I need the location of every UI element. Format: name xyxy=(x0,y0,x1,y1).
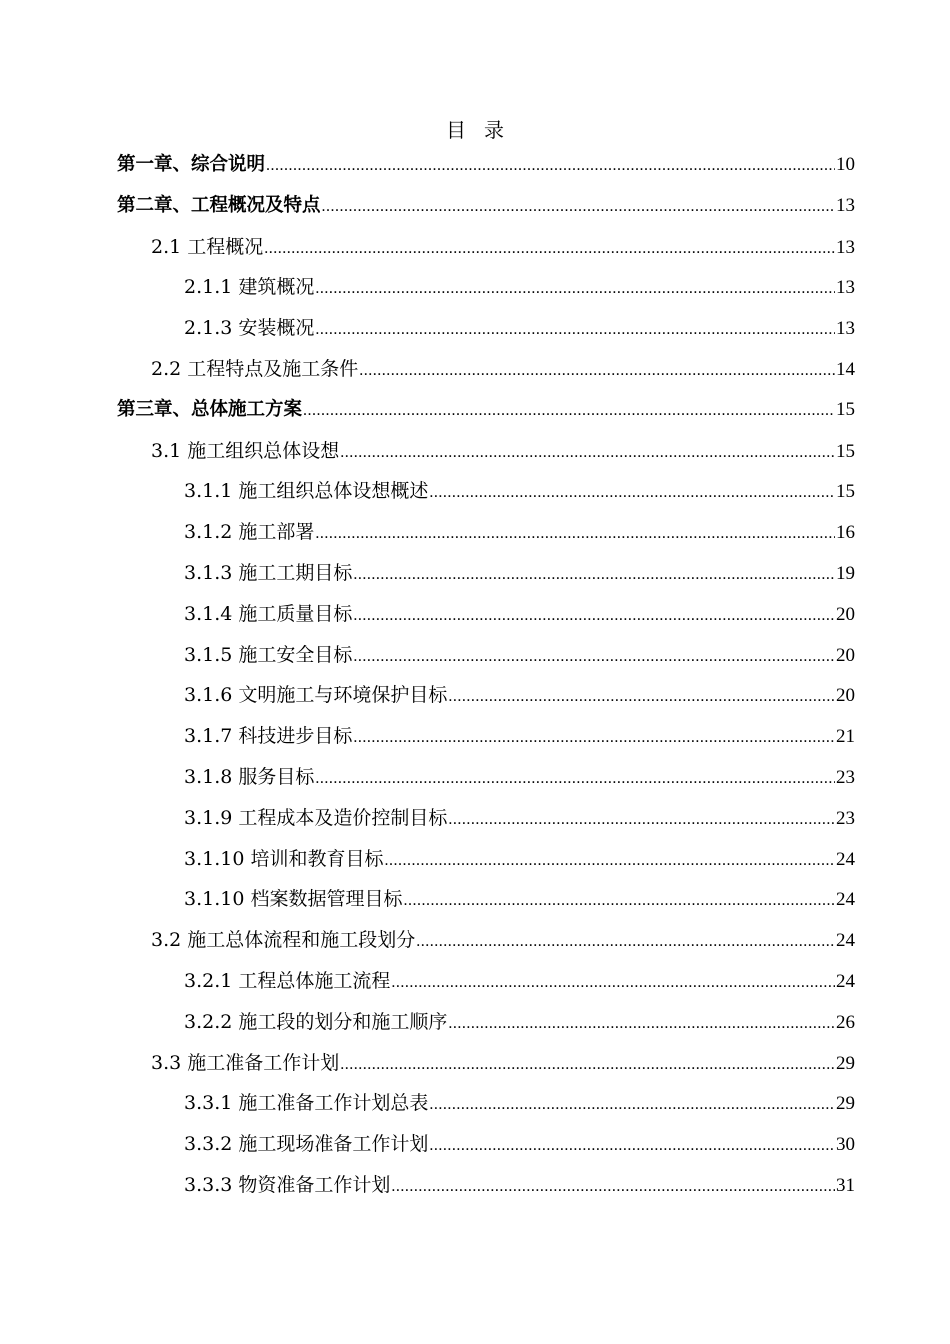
toc-entry-label: 3.2.1 工程总体施工流程 xyxy=(184,969,391,992)
toc-entry-page-number: 20 xyxy=(836,685,855,707)
toc-entry-label: 第一章、综合说明 xyxy=(117,154,266,175)
toc-dot-leader xyxy=(416,922,835,963)
toc-entry-page-number: 31 xyxy=(836,1174,855,1196)
toc-entry-label: 第三章、总体施工方案 xyxy=(117,398,303,420)
toc-dot-leader xyxy=(403,881,835,922)
toc-entry-label: 3.1.8 服务目标 xyxy=(184,765,315,788)
toc-entry[interactable] xyxy=(117,349,855,390)
toc-entry[interactable] xyxy=(117,390,855,431)
toc-entry-page-number: 30 xyxy=(836,1134,855,1156)
toc-entry-page-number: 15 xyxy=(836,481,855,503)
table-of-contents xyxy=(117,145,855,1206)
toc-entry[interactable] xyxy=(117,798,855,839)
toc-entry-page-number: 19 xyxy=(836,562,855,584)
toc-dot-leader xyxy=(315,759,835,800)
toc-entry[interactable] xyxy=(117,145,855,186)
toc-entry[interactable] xyxy=(117,716,855,757)
toc-entry-label: 3.1 施工组织总体设想 xyxy=(151,439,340,462)
toc-entry-label: 3.1.4 施工质量目标 xyxy=(184,602,353,625)
toc-entry-page-number: 24 xyxy=(836,848,855,870)
toc-dot-leader xyxy=(303,391,835,432)
toc-dot-leader xyxy=(353,718,835,759)
toc-entry-label: 3.1.6 文明施工与环境保护目标 xyxy=(184,684,448,707)
toc-entry-label: 2.1 工程概况 xyxy=(151,235,264,258)
toc-dot-leader xyxy=(264,229,835,270)
toc-dot-leader xyxy=(353,596,835,637)
toc-dot-leader xyxy=(391,1167,835,1208)
toc-dot-leader xyxy=(353,555,835,596)
toc-dot-leader xyxy=(315,269,835,310)
toc-entry-page-number: 24 xyxy=(836,889,855,911)
toc-entry-page-number: 23 xyxy=(836,807,855,829)
toc-dot-leader xyxy=(448,1004,835,1045)
toc-entry-page-number: 13 xyxy=(836,277,855,299)
toc-entry-label: 3.1.9 工程成本及造价控制目标 xyxy=(184,806,448,829)
toc-entry[interactable] xyxy=(117,1043,855,1084)
toc-entry-label: 2.1.1 建筑概况 xyxy=(184,276,315,299)
toc-entry[interactable] xyxy=(117,879,855,920)
toc-dot-leader xyxy=(322,187,835,228)
toc-entry-label: 3.1.2 施工部署 xyxy=(184,521,315,544)
toc-entry[interactable] xyxy=(117,1124,855,1165)
toc-entry-label: 3.3.2 施工现场准备工作计划 xyxy=(184,1133,429,1156)
toc-dot-leader xyxy=(315,310,835,351)
toc-dot-leader xyxy=(359,351,835,392)
toc-entry[interactable] xyxy=(117,961,855,1002)
toc-entry-page-number: 29 xyxy=(836,1052,855,1074)
toc-entry-page-number: 15 xyxy=(836,440,855,462)
toc-entry[interactable] xyxy=(117,431,855,472)
toc-entry[interactable] xyxy=(117,839,855,880)
toc-entry[interactable] xyxy=(117,308,855,349)
toc-entry-label: 第二章、工程概况及特点 xyxy=(117,194,321,216)
toc-entry-label: 3.1.7 科技进步目标 xyxy=(184,725,353,748)
toc-entry[interactable] xyxy=(117,227,855,268)
toc-entry[interactable] xyxy=(117,675,855,716)
toc-entry-label: 3.1.10 档案数据管理目标 xyxy=(184,888,403,911)
toc-entry-page-number: 24 xyxy=(836,930,855,952)
toc-entry-page-number: 16 xyxy=(836,522,855,544)
toc-dot-leader xyxy=(429,1126,835,1167)
toc-entry[interactable] xyxy=(117,512,855,553)
toc-entry-page-number: 10 xyxy=(836,154,855,175)
toc-dot-leader xyxy=(340,1045,835,1086)
toc-dot-leader xyxy=(384,841,835,882)
toc-entry-page-number: 26 xyxy=(836,1011,855,1033)
toc-entry-page-number: 24 xyxy=(836,970,855,992)
toc-entry-label: 3.3.3 物资准备工作计划 xyxy=(184,1173,391,1196)
toc-entry-page-number: 15 xyxy=(836,398,855,420)
toc-entry[interactable] xyxy=(117,471,855,512)
toc-entry-label: 3.3 施工准备工作计划 xyxy=(151,1051,340,1074)
toc-entry[interactable] xyxy=(117,1083,855,1124)
toc-title: 目录 xyxy=(446,118,522,142)
toc-dot-leader xyxy=(340,433,835,474)
toc-entry-label: 3.1.1 施工组织总体设想概述 xyxy=(184,480,429,503)
toc-dot-leader xyxy=(448,800,835,841)
toc-entry-label: 3.1.10 培训和教育目标 xyxy=(184,847,384,870)
toc-dot-leader xyxy=(315,514,835,555)
toc-entry-page-number: 23 xyxy=(836,766,855,788)
toc-entry-label: 3.1.5 施工安全目标 xyxy=(184,643,353,666)
toc-dot-leader xyxy=(429,473,835,514)
toc-dot-leader xyxy=(266,146,835,187)
toc-entry[interactable] xyxy=(117,267,855,308)
toc-dot-leader xyxy=(353,637,835,678)
toc-entry[interactable] xyxy=(117,920,855,961)
toc-entry[interactable] xyxy=(117,594,855,635)
toc-entry-label: 3.3.1 施工准备工作计划总表 xyxy=(184,1092,429,1115)
toc-entry[interactable] xyxy=(117,186,855,227)
toc-entry[interactable] xyxy=(117,553,855,594)
toc-entry[interactable] xyxy=(117,635,855,676)
toc-entry[interactable] xyxy=(117,1165,855,1206)
toc-entry-page-number: 29 xyxy=(836,1093,855,1115)
toc-entry-label: 2.2 工程特点及施工条件 xyxy=(151,357,359,380)
toc-entry-page-number: 20 xyxy=(836,603,855,625)
toc-entry[interactable] xyxy=(117,1002,855,1043)
toc-dot-leader xyxy=(429,1085,835,1126)
toc-entry-page-number: 13 xyxy=(836,236,855,258)
toc-dot-leader xyxy=(448,677,835,718)
toc-entry-page-number: 14 xyxy=(836,358,855,380)
toc-entry-page-number: 20 xyxy=(836,644,855,666)
toc-dot-leader xyxy=(391,963,835,1004)
toc-entry-label: 3.2 施工总体流程和施工段划分 xyxy=(151,929,416,952)
toc-entry-page-number: 13 xyxy=(836,194,855,216)
toc-entry[interactable] xyxy=(117,757,855,798)
toc-entry-page-number: 21 xyxy=(836,726,855,748)
toc-entry-page-number: 13 xyxy=(836,318,855,340)
toc-entry-label: 3.1.3 施工工期目标 xyxy=(184,561,353,584)
toc-entry-label: 2.1.3 安装概况 xyxy=(184,317,315,340)
toc-entry-label: 3.2.2 施工段的划分和施工顺序 xyxy=(184,1010,448,1033)
